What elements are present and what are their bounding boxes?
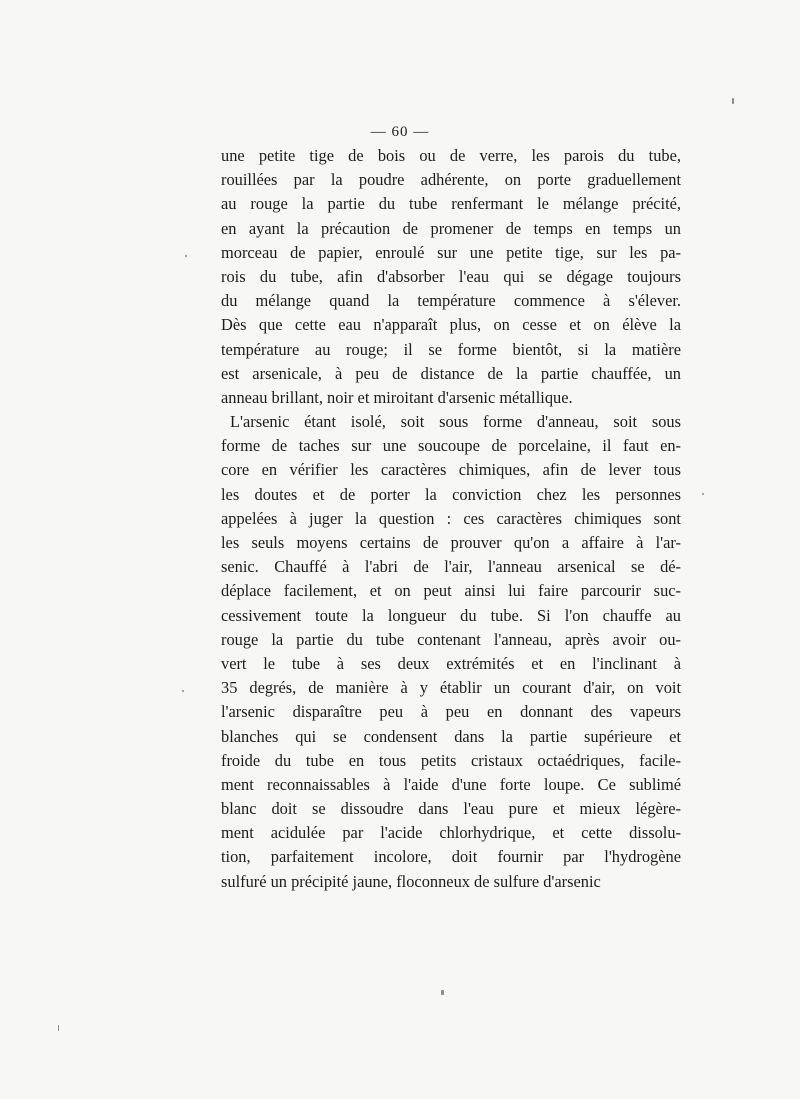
- scan-speck: [732, 98, 734, 104]
- text-line: forme de taches sur une soucoupe de porcelaine, il faut en-: [221, 436, 681, 456]
- text-line: ment acidulée par l'acide chlorhydrique, et cette dissolu-: [221, 823, 681, 843]
- text-line: rouillées par la poudre adhérente, on porte graduellement: [221, 170, 681, 190]
- text-line: 35 degrés, de manière à y établir un courant d'air, on voit: [221, 678, 681, 698]
- text-line: en ayant la précaution de promener de temps en temps un: [221, 218, 681, 238]
- text-line: morceau de papier, enroulé sur une petite tige, sur les pa-: [221, 242, 681, 262]
- text-line: du mélange quand la température commence à s'élever.: [221, 291, 681, 311]
- text-line: blanc doit se dissoudre dans l'eau pure et mieux légère-: [221, 799, 681, 819]
- text-line: rouge la partie du tube contenant l'anneau, après avoir ou-: [221, 629, 681, 649]
- text-line: déplace facilement, et on peut ainsi lui faire parcourir suc-: [221, 581, 681, 601]
- text-line: L'arsenic étant isolé, soit sous forme d'anneau, soit sous: [230, 412, 681, 432]
- text-line: sulfuré un précipité jaune, floconneux de sulfure d'arsenic: [221, 871, 601, 891]
- text-line: tion, parfaitement incolore, doit fournir par l'hydrogène: [221, 847, 681, 867]
- text-line: Dès que cette eau n'apparaît plus, on cesse et on élève la: [221, 315, 681, 335]
- text-line: appelées à juger la question : ces caractères chimiques sont: [221, 508, 681, 528]
- scan-speck: [182, 690, 184, 692]
- text-line: l'arsenic disparaître peu à peu en donnant des vapeurs: [221, 702, 681, 722]
- text-line: froide du tube en tous petits cristaux octaédriques, facile-: [221, 750, 681, 770]
- text-line: anneau brillant, noir et miroitant d'arsenic métallique.: [221, 387, 573, 407]
- scan-speck: [185, 255, 187, 257]
- text-line: cessivement toute la longueur du tube. Si l'on chauffe au: [221, 605, 681, 625]
- text-line: les doutes et de porter la conviction chez les personnes: [221, 484, 681, 504]
- scan-speck: [702, 493, 704, 495]
- text-line: rois du tube, afin d'absorber l'eau qui se dégage toujours: [221, 266, 681, 286]
- text-line: température au rouge; il se forme bientôt, si la matière: [221, 339, 681, 359]
- page-number: — 60 —: [370, 124, 430, 140]
- text-line: senic. Chauffé à l'abri de l'air, l'anneau arsenical se dé-: [221, 557, 681, 577]
- text-line: vert le tube à ses deux extrémités et en l'inclinant à: [221, 653, 681, 673]
- text-line: les seuls moyens certains de prouver qu'on a affaire à l'ar-: [221, 533, 681, 552]
- text-line: ment reconnaissables à l'aide d'une forte loupe. Ce sublimé: [221, 774, 681, 794]
- text-line: blanches qui se condensent dans la partie supérieure et: [221, 726, 681, 746]
- text-line: une petite tige de bois ou de verre, les parois du tube,: [221, 146, 681, 165]
- text-line: au rouge la partie du tube renfermant le mélange précité,: [221, 194, 681, 214]
- scan-speck: [58, 1025, 59, 1031]
- text-line: est arsenicale, à peu de distance de la partie chauffée, un: [221, 363, 681, 383]
- body-text: [221, 144, 681, 894]
- scan-speck: [441, 990, 444, 995]
- text-line: core en vérifier les caractères chimiques, afin de lever tous: [221, 460, 681, 480]
